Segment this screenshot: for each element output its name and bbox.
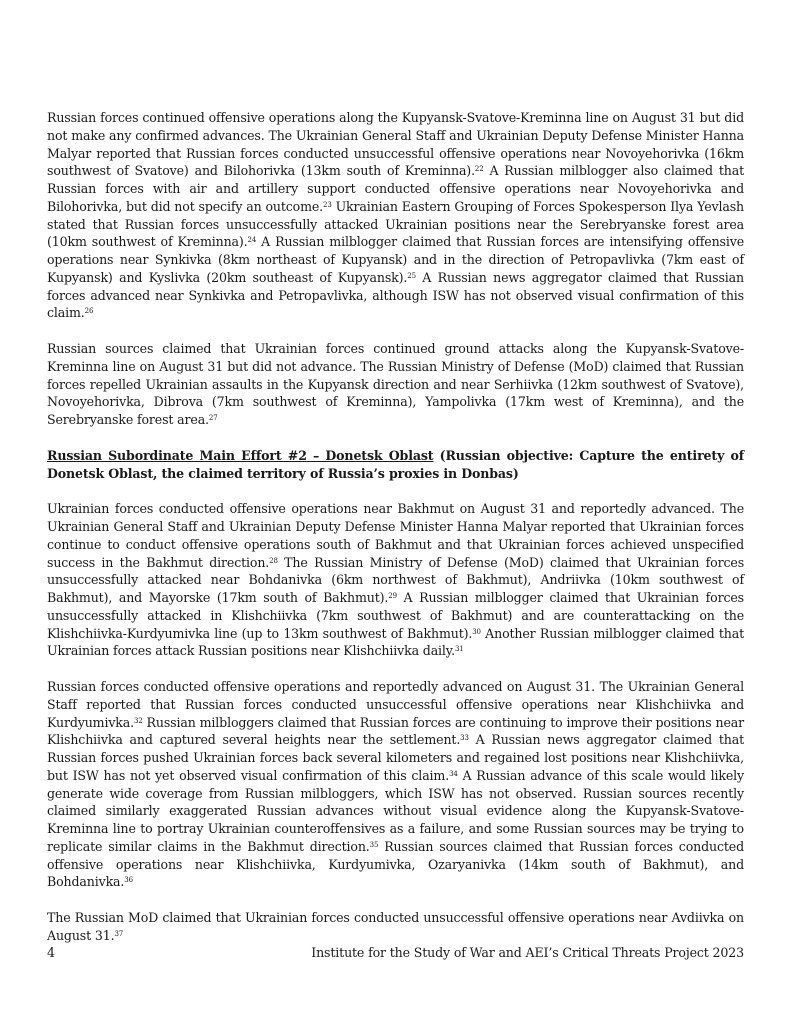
paragraph-text: The Russian Ministry of Defense (MoD) claimed that Ukrainian forces unsuccessfully attacked near Bohdanivka (6km northwest of Bakhmut), Andriivka (10km southwest of Bakhmut), and Mayorske (17km south of Bakhmut).: [47, 554, 745, 605]
footnote-marker[interactable]: 37: [114, 929, 124, 938]
body-paragraph: [47, 500, 744, 660]
footnote-marker[interactable]: 22: [474, 165, 484, 174]
paragraph-text: Russian sources claimed that Russian forces conducted offensive operations near Klishchiivka, Kurdyumivka, Ozaryanivka (14km south of Bakhmut), and Bohdanivka.: [47, 838, 745, 890]
paragraph-text: A Russian milblogger claimed that Ukrainian forces unsuccessfully attacked in Klishchiivka (7km southwest of Bakhmut) and are counterattacking on the Klishchiivka-Kurdyumivka line (up to 13km southwest of Bakhmut).: [47, 590, 744, 641]
footnote-marker[interactable]: 34: [449, 769, 458, 778]
footnote-marker[interactable]: 26: [84, 307, 94, 316]
paragraph-text: The Russian MoD claimed that Ukrainian forces conducted unsuccessful offensive operations near Avdiivka on August 31.: [47, 910, 744, 943]
footnote-marker[interactable]: 28: [269, 556, 278, 565]
paragraph-text: Russian forces conducted offensive operations and reportedly advanced on August 31. The Ukrainian General Staff reported that Russian forces conducted unsuccessful offensive operations near Klishchiivka and Kurdyumivka.: [47, 679, 744, 730]
section-heading: [47, 447, 744, 483]
footnote-marker[interactable]: 23: [323, 200, 332, 209]
footnote-marker[interactable]: 27: [208, 414, 218, 422]
paragraph-text: Ukrainian forces conducted offensive operations near Bakhmut on August 31 and reportedly advanced. The Ukrainian General Staff and Ukrainian Deputy Defense Minister Hanna Malyar reported that Ukrainian forces continue to conduct offensive operations south of Bakhmut and that Ukrainian forces achieved unspecified success in the Bakhmut direction.: [47, 501, 744, 570]
footnote-marker[interactable]: 33: [460, 734, 469, 743]
footnote-marker[interactable]: 25: [407, 271, 416, 280]
paragraph-text: Russian sources claimed that Ukrainian forces continued ground attacks along the Kupyansk-Svatove-Kreminna line on August 31 but did not advance. The Russian Ministry of Defense (MoD) claimed that Russian forces repelled Ukrainian assaults in the Kupyansk direction and near Serhiivka (12km southwest of Svatove), Novoyehorivka, Dibrova (7km southwest of Kreminna), Yampolivka (17km west of Kreminna), and the Serebryanske forest area.: [47, 341, 744, 427]
paragraph-text: A Russian advance of this scale would likely generate wide coverage from Russian milbloggers, which ISW has not observed. Russian sources recently claimed similarly exaggerated Russian advances without visual evidence along the Kupyansk-Svatove-Kreminna line to portray Ukrainian counteroffensives as a failure, and some Russian sources may be trying to replicate similar claims in the Bakhmut direction.: [47, 767, 744, 854]
footnote-marker[interactable]: 30: [472, 627, 481, 636]
paragraph-text: A Russian news aggregator claimed that Russian forces pushed Ukrainian forces back several kilometers and regained lost positions near Klishchiivka, but ISW has not yet observed visual confirmation of this claim.: [47, 732, 744, 783]
paragraph-text: Russian forces continued offensive operations along the Kupyansk-Svatove-Kreminna line on August 31 but did not make any confirmed advances. The Ukrainian General Staff and Ukrainian Deputy Defense Minister Hanna Malyar reported that Russian forces conducted unsuccessful offensive operations near Novoyehorivka (16km southwest of Svatove) and Bilohorivka (13km south of Kreminna).: [47, 110, 744, 179]
paragraph-text: Another Russian milblogger claimed that Ukrainian forces attack Russian positions near Klishchiivka daily.: [47, 625, 744, 659]
body-paragraph: [47, 909, 744, 945]
footnote-marker[interactable]: 31: [454, 645, 464, 654]
footnote-marker[interactable]: 32: [133, 716, 143, 725]
paragraph-text: Ukrainian Eastern Grouping of Forces Spokesperson Ilya Yevlash stated that Russian forces unsuccessfully attacked Ukrainian positions near the Serebryanske forest area (10km southwest of Kreminna).: [47, 198, 744, 250]
paragraph-text: A Russian milblogger claimed that Russian forces are intensifying offensive operations near Synkivka (8km northeast of Kupyansk) and in the direction of Petropavlivka (7km east of Kupyansk) and Kyslivka (20km southeast of Kupyansk).: [47, 234, 744, 285]
page-body: [47, 109, 744, 963]
footnote-marker[interactable]: 29: [388, 592, 397, 600]
footnote-marker[interactable]: 35: [369, 840, 379, 849]
paragraph-text: (Russian objective: Capture the entirety of Donetsk Oblast, the claimed territory of Russia’s proxies in Donbas): [47, 447, 744, 481]
body-paragraph: [47, 678, 744, 891]
page-number: 4: [47, 945, 55, 960]
footnote-marker[interactable]: 24: [247, 236, 257, 245]
paragraph-text: Russian milbloggers claimed that Russian forces are continuing to improve their positions near Klishchiivka and captured several heights near the settlement.: [47, 714, 744, 748]
page-footer: [47, 945, 744, 960]
footnote-marker[interactable]: 36: [124, 876, 133, 885]
footer-credit: Institute for the Study of War and AEI’s Critical Threats Project 2023: [311, 945, 744, 960]
section-title: Russian Subordinate Main Effort #2 – Donetsk Oblast: [47, 447, 434, 463]
paragraph-text: A Russian milblogger also claimed that Russian forces with air and artillery support conducted offensive operations near Novoyehorivka and Bilohorivka, but did not specify an outcome.: [47, 163, 744, 214]
body-paragraph: [47, 109, 744, 322]
body-paragraph: [47, 340, 744, 429]
paragraph-text: A Russian news aggregator claimed that Russian forces advanced near Synkivka and Petropavlivka, although ISW has not observed visual confirmation of this claim.: [47, 269, 745, 321]
